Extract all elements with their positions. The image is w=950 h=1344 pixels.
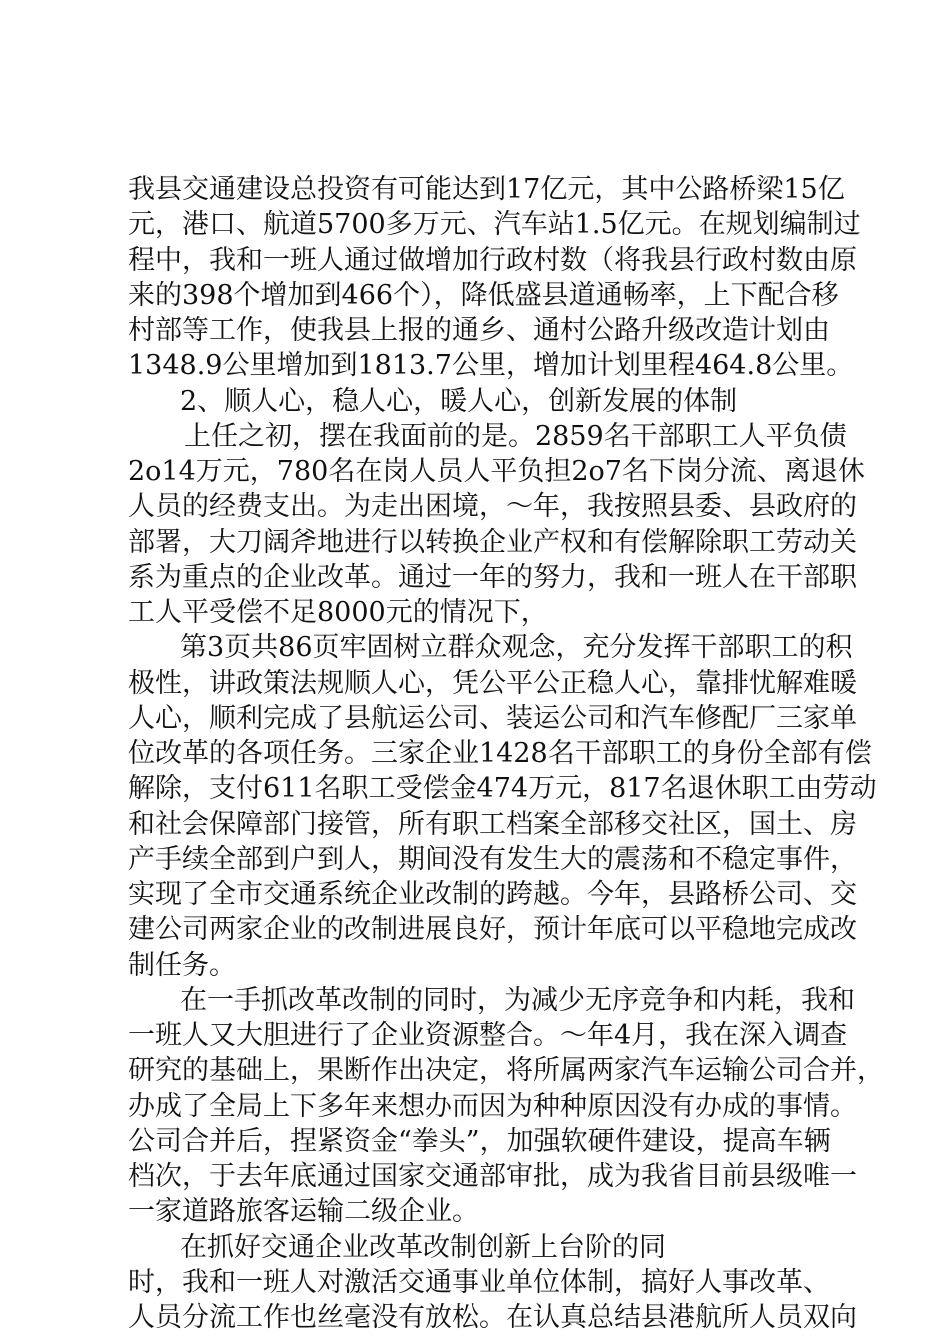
text-line: 在一手抓改革改制的同时，为减少无序竞争和内耗，我和: [180, 984, 855, 1016]
text-line: 来的398个增加到466个），降低盛县道通畅率，上下配合移: [128, 279, 839, 311]
text-line: 1348.9公里增加到1813.7公里，增加计划里程464.8公里。: [128, 350, 854, 382]
text-line: 时，我和一班人对激活交通事业单位体制，搞好人事改革、: [128, 1266, 830, 1298]
text-line: 村部等工作，使我县上报的通乡、通村公路升级改造计划由: [128, 315, 830, 346]
text-line: 上任之初，摆在我面前的是。2859名干部职工人平负债: [184, 420, 847, 452]
text-line: 建公司两家企业的改制进展良好，预计年底可以平稳地完成改: [128, 914, 857, 946]
text-line: 程中，我和一班人通过做增加行政村数（将我县行政村数由原: [128, 244, 857, 276]
text-line: 一班人又大胆进行了企业资源整合。～年4月，我在深入调查: [128, 1020, 848, 1051]
text-line: 产手续全部到户到人，期间没有发生大的震荡和不稳定事件，: [128, 843, 857, 875]
text-line: 工人平受偿不足8000元的情况下，: [128, 597, 548, 628]
text-line: 第3页共86页牢固树立群众观念，充分发挥干部职工的积: [180, 632, 853, 664]
text-line: 在抓好交通企业改革改制创新上台阶的同: [180, 1231, 666, 1263]
text-line: 实现了全市交通系统企业改制的跨越。今年，县路桥公司、交: [128, 879, 857, 910]
text-line: 2o14万元，780名在岗人员人平负担2o7名下岗分流、离退休: [128, 456, 865, 487]
text-line: 档次，于去年底通过国家交通部审批，成为我省目前县级唯一: [128, 1161, 857, 1192]
text-line: 一家道路旅客运输二级企业。: [128, 1196, 479, 1228]
text-line: 解除，支付611名职工受偿金474万元，817名退休职工由劳动: [128, 773, 877, 805]
text-line: 办成了全局上下多年来想办而因为种种原因没有办成的事情。: [128, 1090, 857, 1122]
section-heading: 2、顺人心，稳人心，暖人心，创新发展的体制: [180, 385, 738, 417]
text-line: 极性，讲政策法规顺人心，凭公平公正稳人心，靠排忧解难暖: [128, 667, 857, 699]
text-line: 元，港口、航道5700多万元、汽车站1.5亿元。在规划编制过: [128, 209, 861, 241]
text-line: 人心，顺利完成了县航运公司、装运公司和汽车修配厂三家单: [128, 702, 857, 734]
text-line: 我县交通建设总投资有可能达到17亿元，其中公路桥梁15亿: [128, 174, 845, 205]
text-line: 部署，大刀阔斧地进行以转换企业产权和有偿解除职工劳动关: [128, 526, 857, 558]
text-line: 系为重点的企业改革。通过一年的努力，我和一班人在干部职: [128, 561, 857, 593]
text-line: 公司合并后，捏紧资金“拳头”，加强软硬件建设，提高车辆: [128, 1125, 831, 1157]
text-line: 研究的基础上，果断作出决定，将所属两家汽车运输公司合并，: [128, 1055, 884, 1087]
text-line: 和社会保障部门接管，所有职工档案全部移交社区，国土、房: [128, 808, 857, 840]
text-line: 位改革的各项任务。三家企业1428名干部职工的身份全部有偿: [128, 738, 872, 769]
text-line: 人员分流工作也丝毫没有放松。在认真总结县港航所人员双向: [128, 1302, 857, 1333]
text-line: 人员的经费支出。为走出困境，～年，我按照县委、县政府的: [128, 491, 857, 523]
text-line: 制任务。: [128, 949, 236, 981]
